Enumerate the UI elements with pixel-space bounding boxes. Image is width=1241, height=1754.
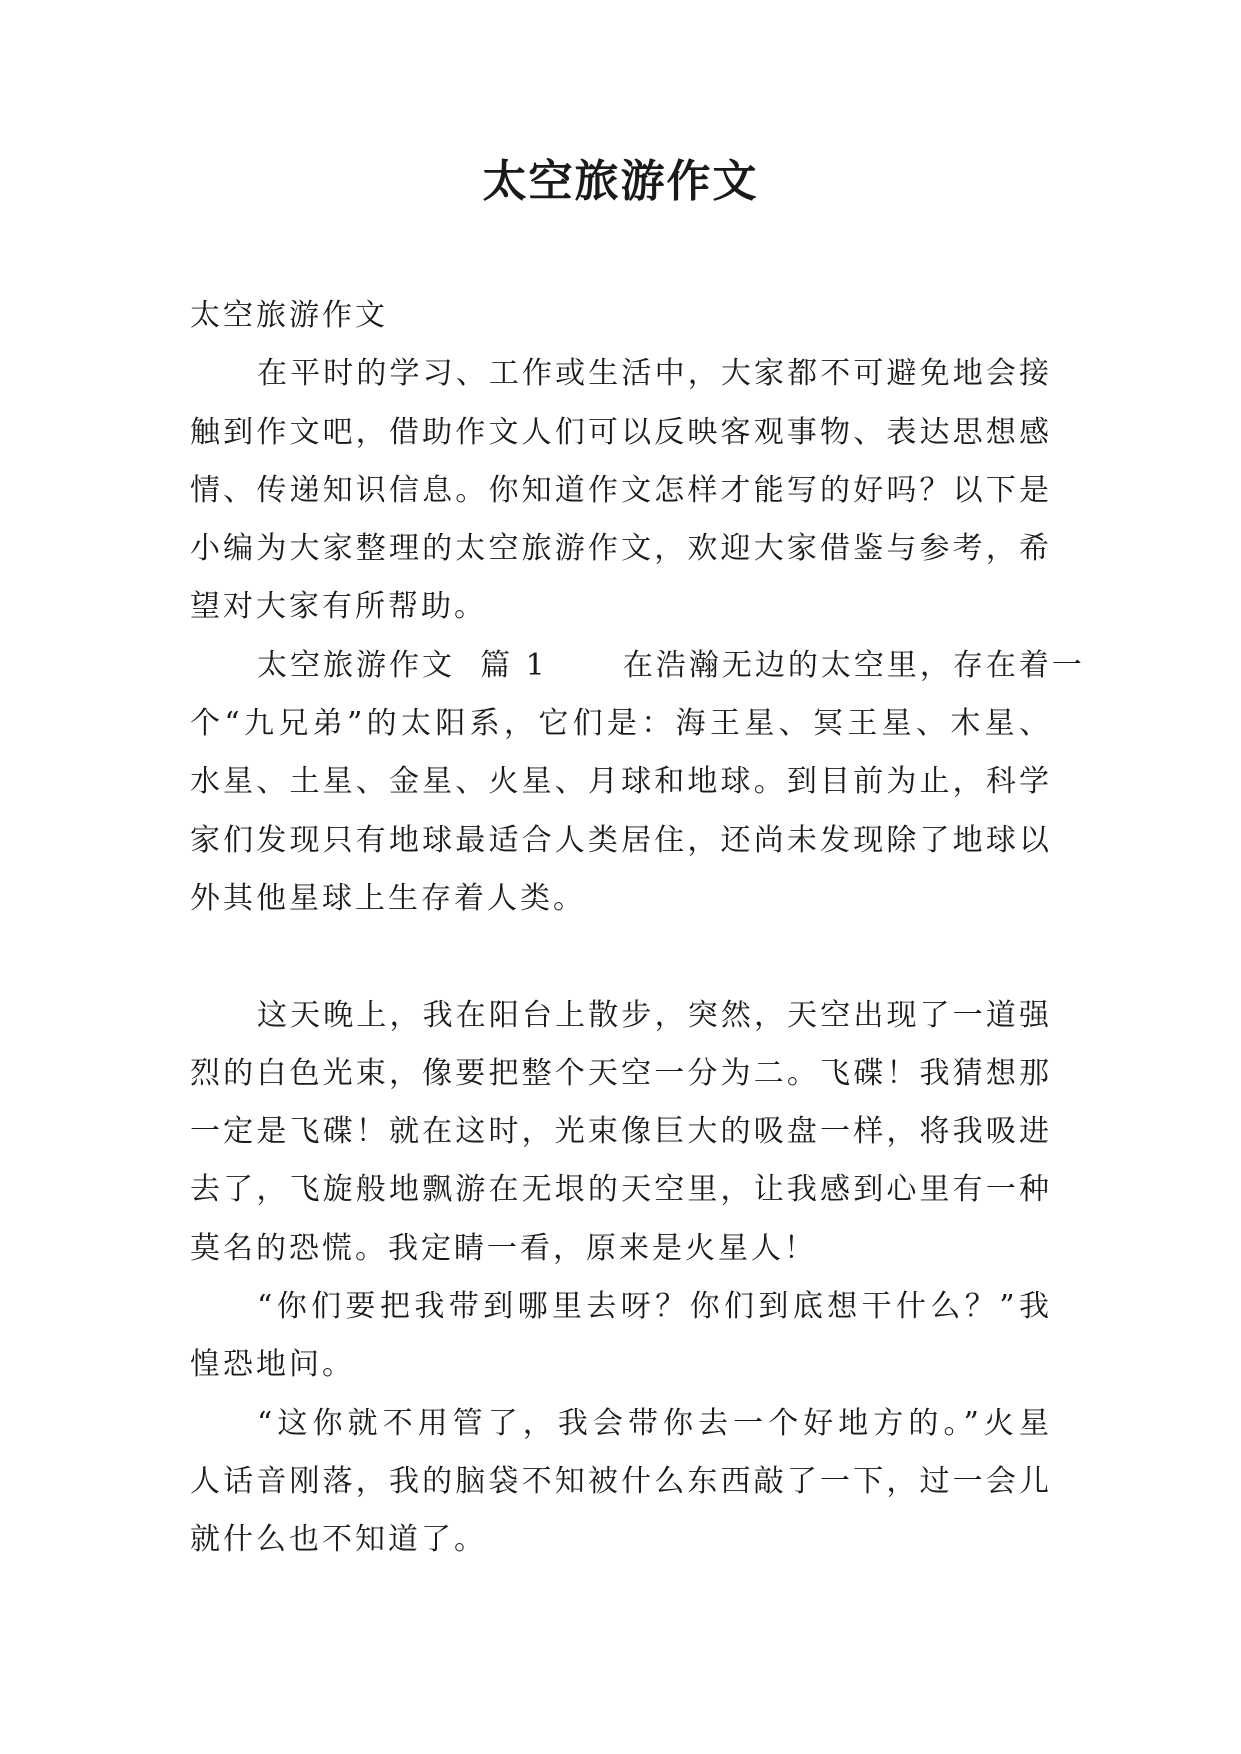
text-line: 水星、土星、金星、火星、月球和地球。到目前为止，科学 [190, 764, 1052, 800]
text-line: 小编为大家整理的太空旅游作文，欢迎大家借鉴与参考，希 [190, 531, 1052, 567]
text-line: 就什么也不知道了。 [190, 1522, 487, 1558]
text-line: 在平时的学习、工作或生活中，大家都不可避免地会接 [257, 356, 1052, 392]
paragraph [190, 987, 1052, 1278]
paragraph [190, 1395, 1052, 1570]
text-line: 烈的白色光束，像要把整个天空一分为二。飞碟！我猜想那 [190, 1055, 1052, 1091]
paragraph [190, 1278, 1052, 1395]
text-line: 家们发现只有地球最适合人类居住，还尚未发现除了地球以 [190, 822, 1052, 858]
paragraph [190, 287, 1052, 345]
text-line: 人话音刚落，我的脑袋不知被什么东西敲了一下，过一会儿 [190, 1463, 1052, 1499]
paragraph [190, 637, 1085, 928]
text-line: 触到作文吧，借助作文人们可以反映客观事物、表达思想感 [190, 414, 1052, 450]
text-line [190, 928, 1052, 986]
text-line: 情、传递知识信息。你知道作文怎样才能写的好吗？以下是 [190, 472, 1052, 508]
paragraph [190, 345, 1052, 636]
document-body [190, 287, 1085, 1570]
text-line: 去了，飞旋般地飘游在无垠的天空里，让我感到心里有一种 [190, 1172, 1052, 1208]
page-title: 太空旅游作文 [482, 156, 759, 207]
text-line: 莫名的恐慌。我定睛一看，原来是火星人！ [190, 1230, 817, 1266]
text-line: 一定是飞碟！就在这时，光束像巨大的吸盘一样，将我吸进 [190, 1114, 1052, 1150]
text-line: 太空旅游作文 [190, 298, 388, 333]
text-line: “你们要把我带到哪里去呀？你们到底想干什么？”我 [257, 1289, 1052, 1325]
text-line: 这天晚上，我在阳台上散步，突然，天空出现了一道强 [257, 997, 1052, 1033]
paragraph [190, 928, 1052, 986]
text-line: 惶恐地问。 [190, 1347, 355, 1383]
text-line: 太空旅游作文 篇 1 在浩瀚无边的太空里，存在着一 [257, 647, 1085, 683]
text-line: 外其他星球上生存着人类。 [190, 880, 586, 916]
text-line: 望对大家有所帮助。 [190, 589, 487, 625]
text-line: 个“九兄弟”的太阳系，它们是：海王星、冥王星、木星、 [190, 706, 1052, 742]
text-line: “这你就不用管了，我会带你去一个好地方的。”火星 [257, 1405, 1052, 1441]
